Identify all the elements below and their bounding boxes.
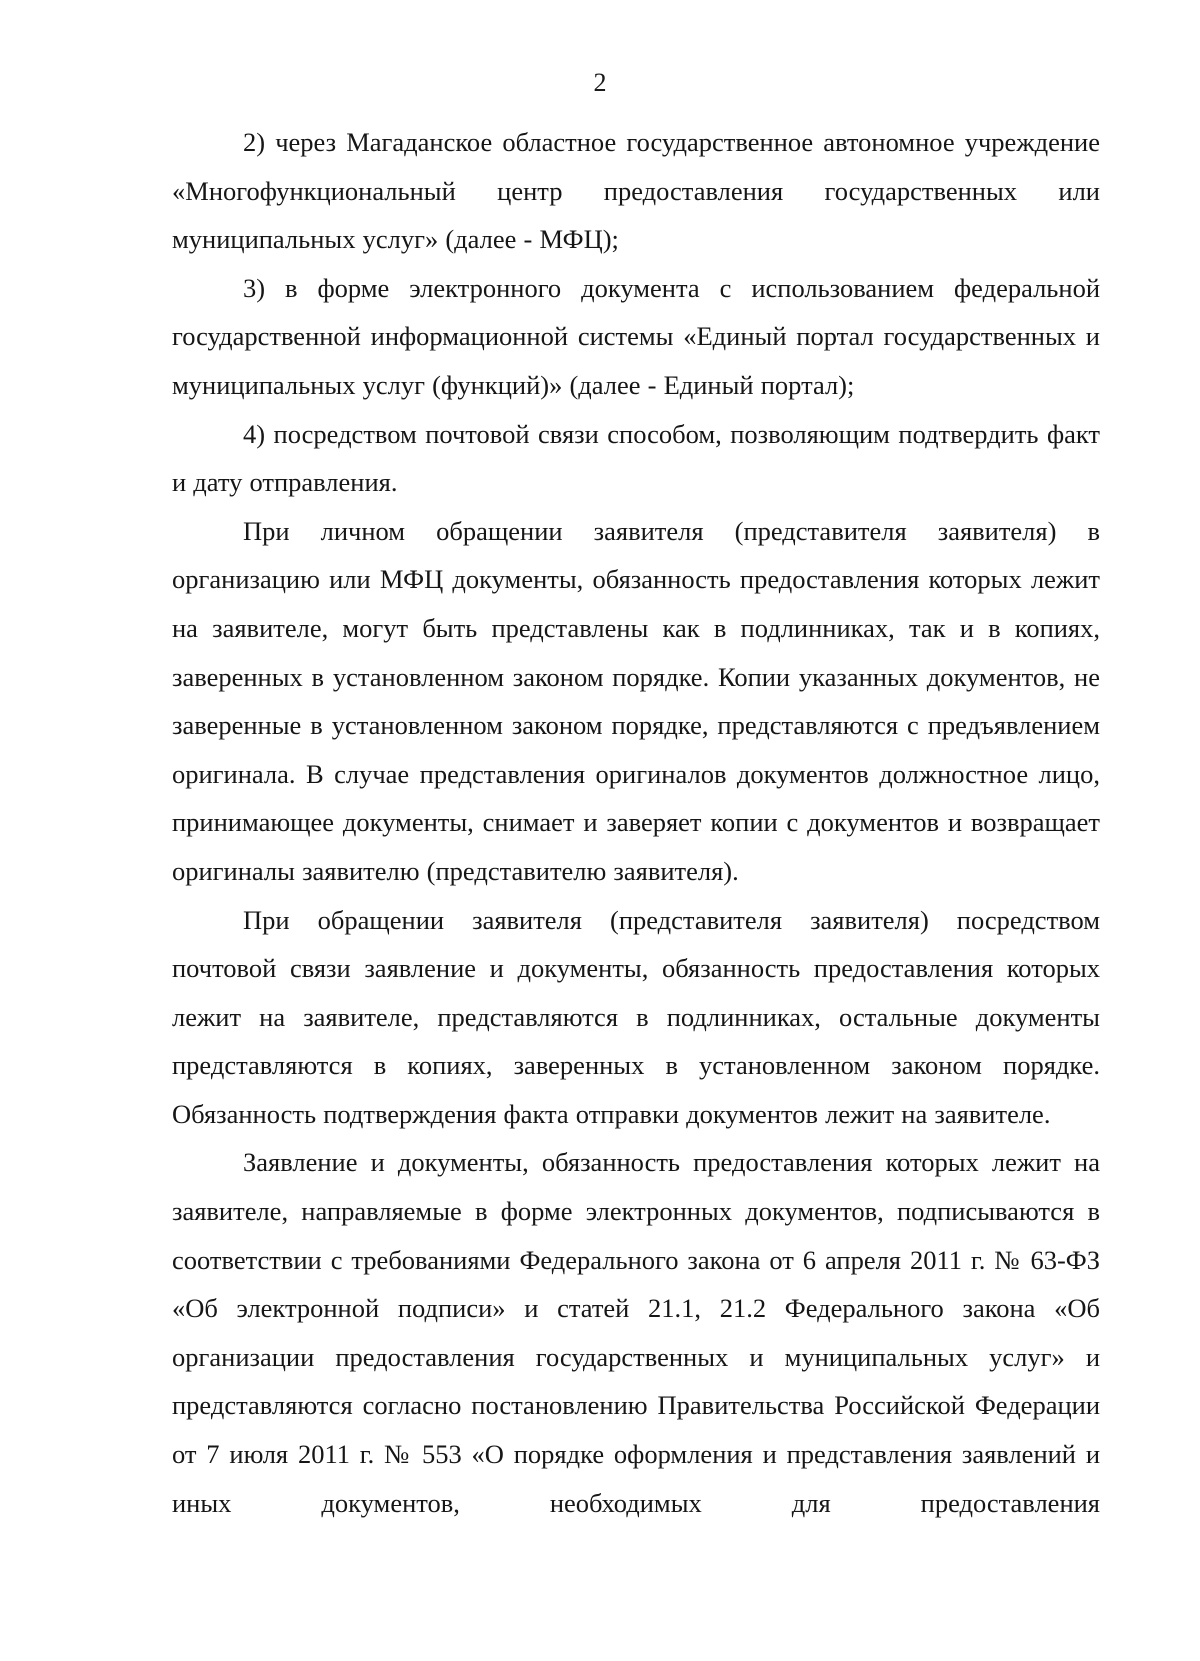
page-number: 2 (593, 68, 607, 97)
paragraph-item-3-electronic: 3) в форме электронного документа с использованием федеральной государственной информационной системы «Единый портал государственных и муниципальных услуг (функций)» (далее - Единый портал); (172, 272, 1100, 400)
paragraph-postal-appeal: При обращении заявителя (представителя заявителя) посредством почтовой связи заявление и документы, обязанность предоставления которых лежит на заявителе, представляются в подлинниках, остальные документы представляются в копиях, заверенных в установленном законом порядке. Обязанность подтверждения факта отправки документов лежит на заявителе. (172, 904, 1100, 1129)
document-body (172, 118, 1100, 1527)
paragraph-personal-appeal: При личном обращении заявителя (представителя заявителя) в организацию или МФЦ документы, обязанность предоставления которых лежит на заявителе, могут быть представлены как в подлинниках, так и в копиях, заверенных в установленном законом порядке. Копии указанных документов, не заверенные в установленном законом порядке, представляются с предъявлением оригинала. В случае представления оригиналов документов должностное лицо, принимающее документы, снимает и заверяет копии с документов и возвращает оригиналы заявителю (представителю заявителя). (172, 515, 1100, 886)
paragraph-electronic-documents: Заявление и документы, обязанность предоставления которых лежит на заявителе, направляемые в форме электронных документов, подписываются в соответствии с требованиями Федерального закона от 6 апреля 2011 г. № 63-ФЗ «Об электронной подписи» и статей 21.1, 21.2 Федерального закона «Об организации предоставления государственных и муниципальных услуг» и представляются согласно постановлению Правительства Российской Федерации от 7 июля 2011 г. № 553 «О порядке оформления и представления заявлений и иных документов, необходимых для предоставления (172, 1147, 1100, 1518)
paragraph-item-2-mfc: 2) через Магаданское областное государственное автономное учреждение «Многофункциональный центр предоставления государственных или муниципальных услуг» (далее - МФЦ); (172, 127, 1100, 255)
paragraph-item-4-postal: 4) посредством почтовой связи способом, позволяющим подтвердить факт и дату отправления. (172, 418, 1100, 498)
